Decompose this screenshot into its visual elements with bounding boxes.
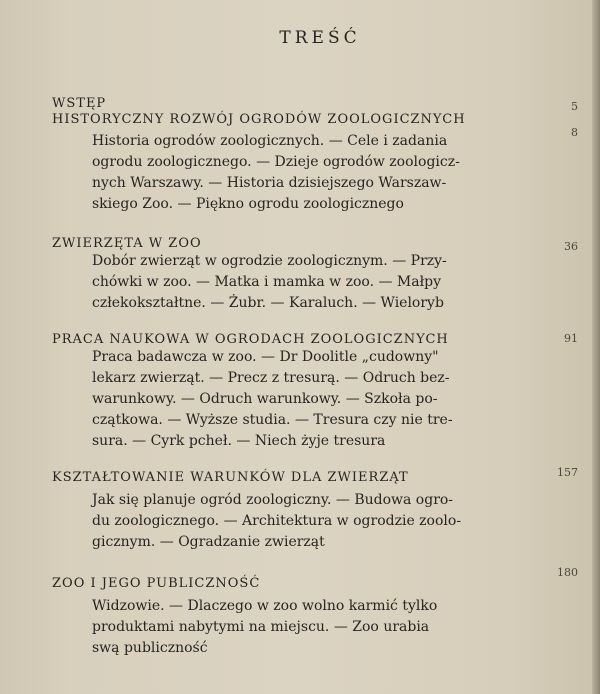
toc-page-number-wstep: 5 xyxy=(571,100,578,113)
toc-page-number-ksztaltowanie-warunkow: 157 xyxy=(557,466,578,479)
toc-description-historyczny-rozwoj: Historia ogrodów zoologicznych. — Cele i zadania ogrodu zoologicznego. — Dzieje ogrodów zoologicz- nych Warszawy. — Historia dzisiejszego Warszaw- skiego Zoo. — Piękno ogrodu zoologicznego xyxy=(92,133,460,212)
page-title: TREŚĆ xyxy=(279,28,361,48)
toc-description-zwierzeta-w-zoo: Dobór zwierząt w ogrodzie zoologicznym. — Przy- chówki w zoo. — Matka i mamka w zoo. — Małpy człekokształtne. — Żubr. — Karaluch. — Wieloryb xyxy=(92,253,447,311)
toc-page-number-historyczny-rozwoj: 8 xyxy=(571,126,578,139)
toc-heading-zwierzeta-w-zoo: ZWIERZĘTA W ZOO xyxy=(52,236,202,251)
toc-heading-ksztaltowanie-warunkow: KSZTAŁTOWANIE WARUNKÓW DLA ZWIERZĄT xyxy=(52,470,409,485)
toc-heading-praca-naukowa: PRACA NAUKOWA W OGRODACH ZOOLOGICZNYCH xyxy=(52,332,449,347)
toc-description-ksztaltowanie-warunkow: Jak się planuje ogród zoologiczny. — Budowa ogro- du zoologicznego. — Architektura w ogrodzie zoolo- gicznym. — Ogradzanie zwierząt xyxy=(92,492,462,550)
toc-page-number-praca-naukowa: 91 xyxy=(564,332,578,345)
toc-page-number-zwierzeta-w-zoo: 36 xyxy=(564,240,578,253)
toc-heading-historyczny-rozwoj: HISTORYCZNY ROZWÓJ OGRODÓW ZOOLOGICZNYCH xyxy=(52,112,466,127)
toc-heading-wstep: WSTĘP xyxy=(52,96,107,111)
toc-page-number-zoo-i-jego-publicznosc: 180 xyxy=(557,566,578,579)
toc-heading-zoo-i-jego-publicznosc: ZOO I JEGO PUBLICZNOŚĆ xyxy=(52,576,261,591)
toc-description-zoo-i-jego-publicznosc: Widzowie. — Dlaczego w zoo wolno karmić tylko produktami nabytymi na miejscu. — Zoo urabia swą publiczność xyxy=(92,598,438,656)
toc-description-praca-naukowa: Praca badawcza w zoo. — Dr Doolitle „cudowny" lekarz zwierząt. — Precz z tresurą. — Odruch bez- warunkowy. — Odruch warunkowy. — Szkoła po- czątkowa. — Wyższe studia. — Tresura czy nie tre- sura. — Cyrk pcheł. — Niech żyje tresura xyxy=(92,349,453,449)
